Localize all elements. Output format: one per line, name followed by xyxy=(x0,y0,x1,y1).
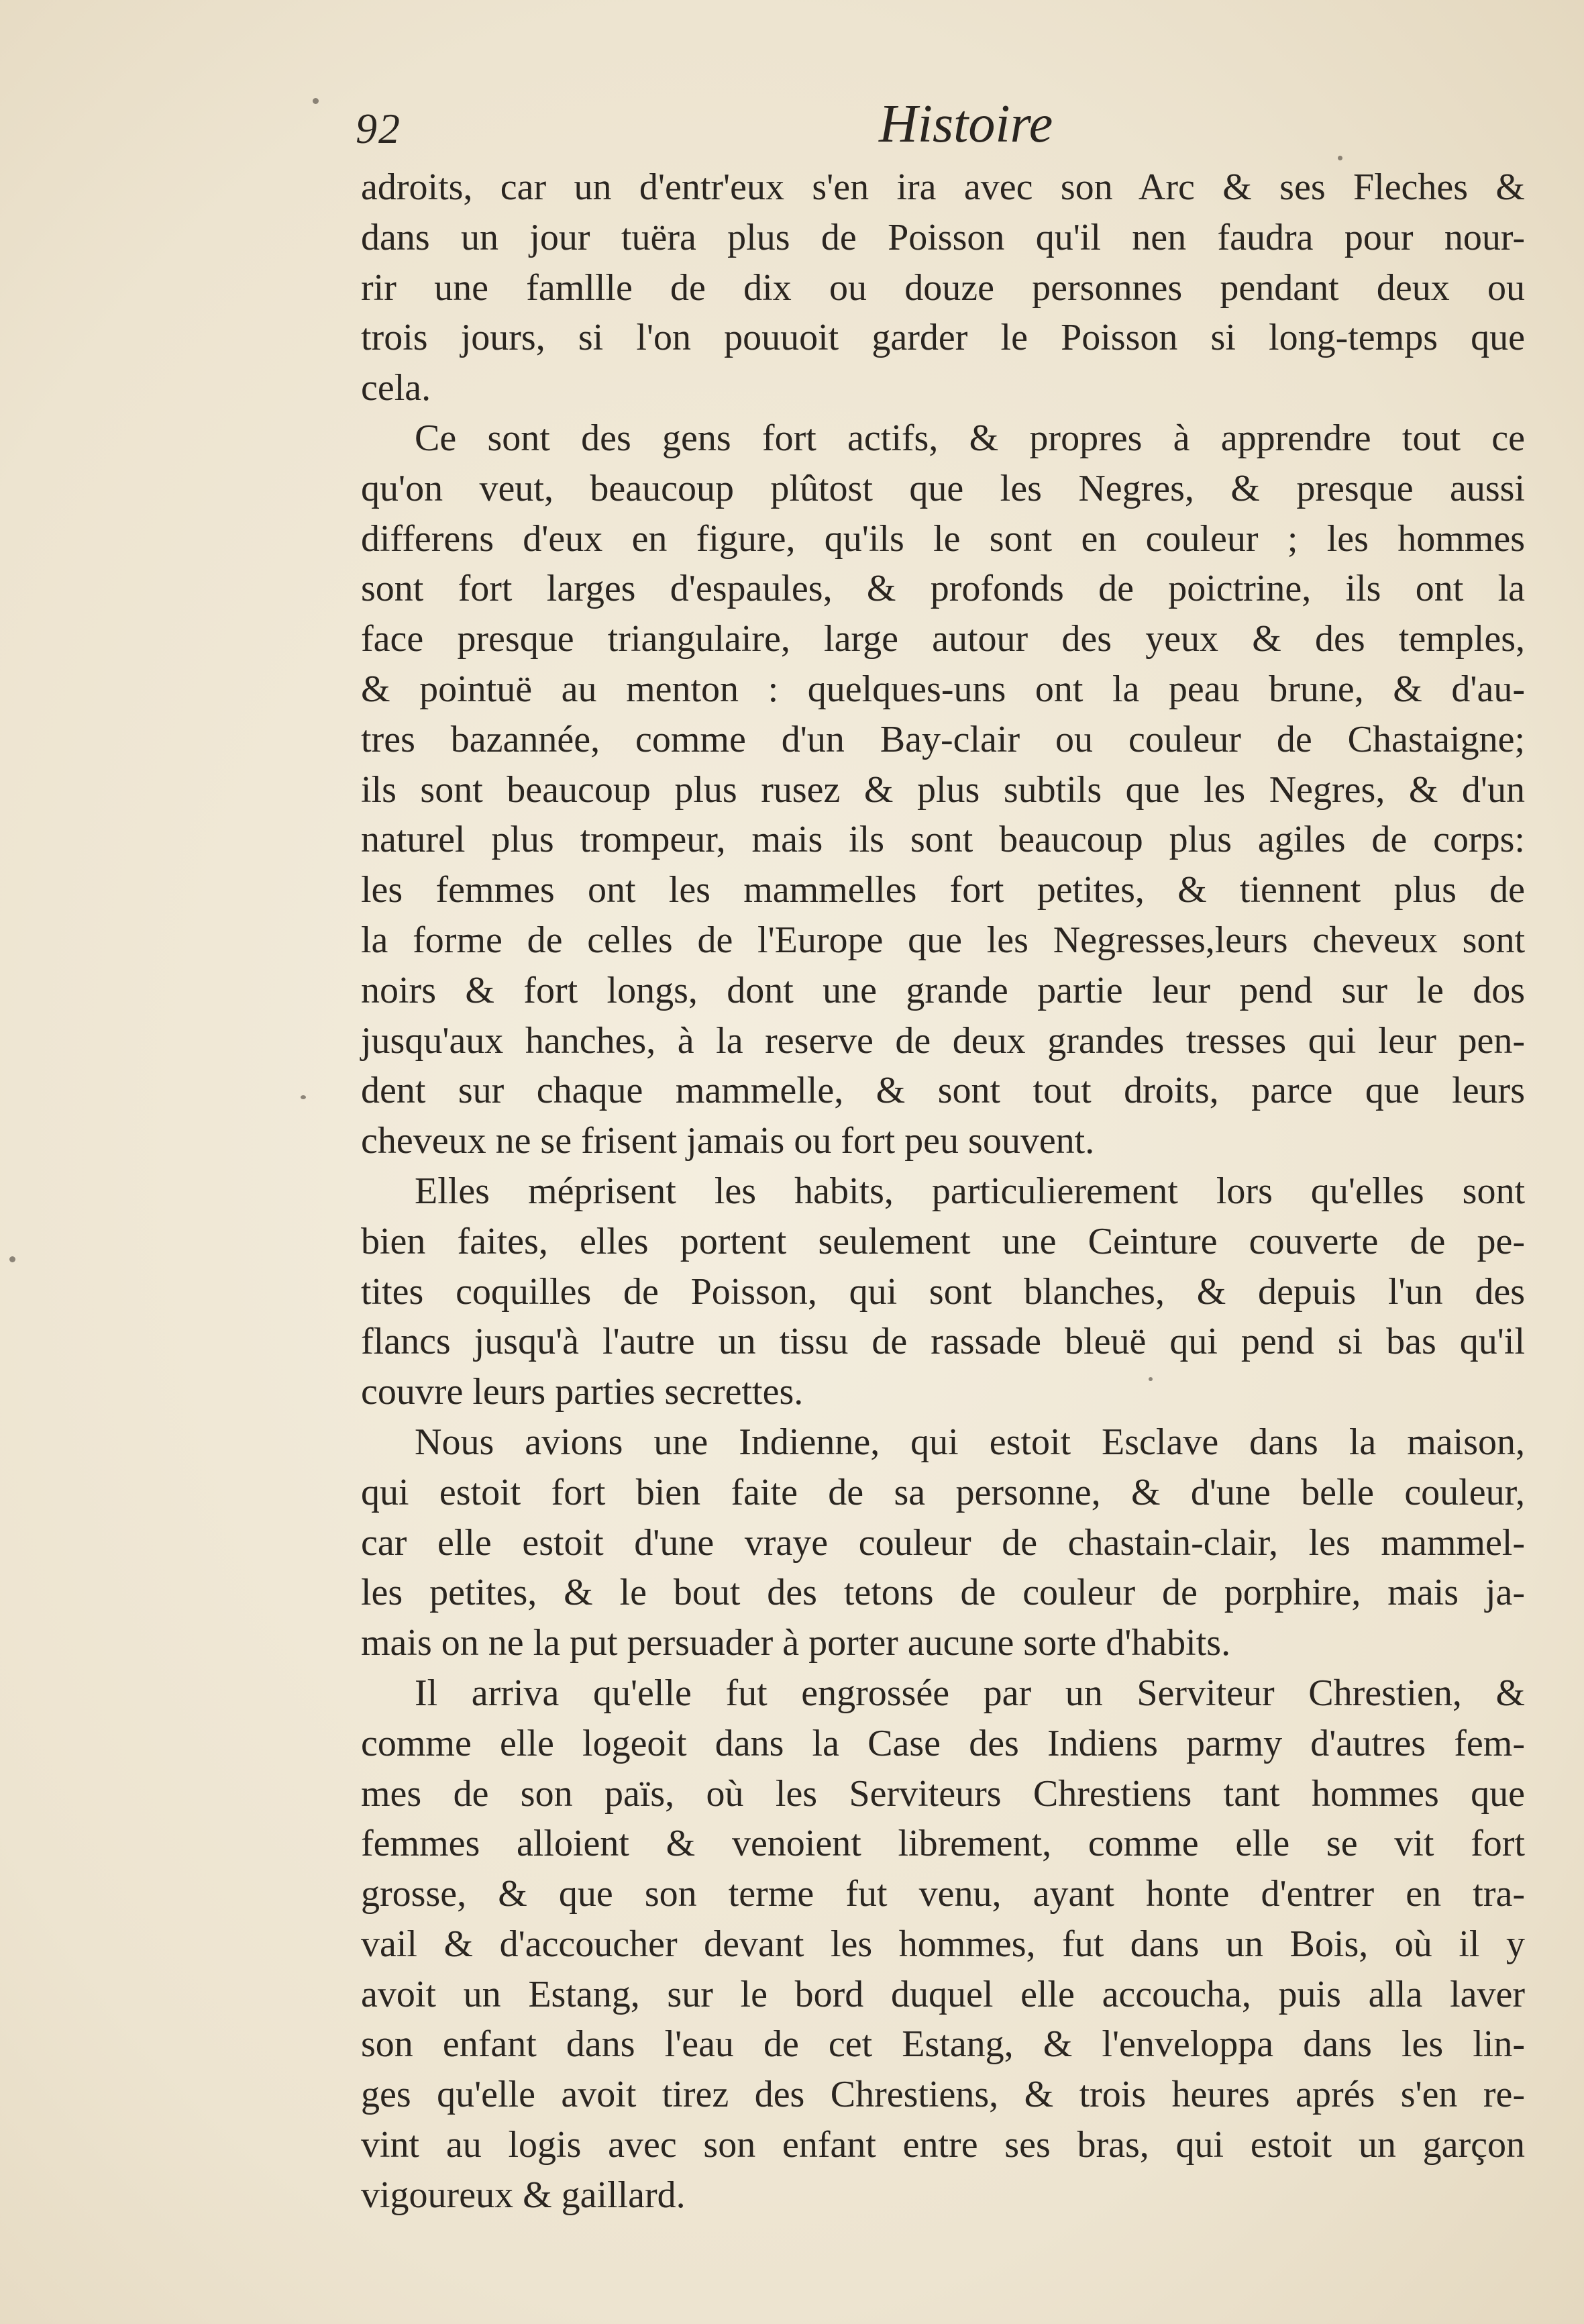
text-line: face presque triangulaire, large autour des yeux & des temples, xyxy=(361,618,1525,660)
text-line: comme elle logeoit dans la Case des Indiens parmy d'autres fem- xyxy=(361,1722,1525,1764)
text-line: cheveux ne se frisent jamais ou fort peu souvent. xyxy=(361,1120,1095,1162)
text-line: adroits, car un d'entr'eux s'en ira avec son Arc & ses Fleches & xyxy=(361,166,1525,208)
text-line: sont fort larges d'espaules, & profonds de poictrine, ils ont la xyxy=(361,568,1525,610)
text-line: mes de son païs, où les Serviteurs Chrestiens tant hommes que xyxy=(361,1772,1525,1815)
ink-spot xyxy=(313,98,319,104)
text-line: trois jours, si l'on pouuoit garder le Poisson si long-temps que xyxy=(361,317,1525,359)
text-line: Ce sont des gens fort actifs, & propres à apprendre tout ce xyxy=(415,417,1525,459)
ink-spot xyxy=(9,1256,15,1262)
text-line: dent sur chaque mammelle, & sont tout droits, parce que leurs xyxy=(361,1070,1525,1112)
text-line: tites coquilles de Poisson, qui sont blanches, & depuis l'un des xyxy=(361,1270,1525,1313)
text-line: la forme de celles de l'Europe que les Negresses,leurs cheveux sont xyxy=(361,919,1525,961)
text-line: vail & d'accoucher devant les hommes, fut dans un Bois, où il y xyxy=(361,1923,1525,1965)
text-line: flancs jusqu'à l'autre un tissu de rassade bleuë qui pend si bas qu'il xyxy=(361,1321,1525,1363)
text-line: rir une famllle de dix ou douze personnes pendant deux ou xyxy=(361,266,1525,309)
text-line: ils sont beaucoup plus rusez & plus subtils que les Negres, & d'un xyxy=(361,768,1525,811)
text-line: les femmes ont les mammelles fort petites, & tiennent plus de xyxy=(361,869,1525,911)
text-line: Il arriva qu'elle fut engrossée par un Serviteur Chrestien, & xyxy=(415,1672,1525,1714)
text-line: dans un jour tuëra plus de Poisson qu'il nen faudra pour nour- xyxy=(361,216,1525,258)
text-line: son enfant dans l'eau de cet Estang, & l'enveloppa dans les lin- xyxy=(361,2023,1525,2066)
text-line: avoit un Estang, sur le bord duquel elle accoucha, puis alla laver xyxy=(361,1973,1525,2015)
text-line: differens d'eux en figure, qu'ils le sont en couleur ; les hommes xyxy=(361,517,1525,560)
text-line: jusqu'aux hanches, à la reserve de deux grandes tresses qui leur pen- xyxy=(361,1019,1525,1062)
page-number: 92 xyxy=(356,105,401,152)
text-line: Elles méprisent les habits, particulierement lors qu'elles sont xyxy=(415,1170,1525,1212)
body-text xyxy=(361,162,1525,2221)
text-line: naturel plus trompeur, mais ils sont beaucoup plus agiles de corps: xyxy=(361,819,1525,861)
text-line: bien faites, elles portent seulement une Ceinture couverte de pe- xyxy=(361,1220,1525,1262)
text-line: mais on ne la put persuader à porter aucune sorte d'habits. xyxy=(361,1622,1231,1664)
running-title: Histoire xyxy=(879,95,1053,154)
text-line: couvre leurs parties secrettes. xyxy=(361,1371,804,1413)
text-line: noirs & fort longs, dont une grande partie leur pend sur le dos xyxy=(361,969,1525,1011)
page-header xyxy=(356,94,1430,168)
text-line: qui estoit fort bien faite de sa personne, & d'une belle couleur, xyxy=(361,1471,1525,1513)
text-line: les petites, & le bout des tetons de couleur de porphire, mais ja- xyxy=(361,1572,1525,1614)
text-line: femmes alloient & venoient librement, comme elle se vit fort xyxy=(361,1823,1525,1865)
text-line: grosse, & que son terme fut venu, ayant honte d'entrer en tra- xyxy=(361,1873,1525,1915)
text-line: car elle estoit d'une vraye couleur de chastain-clair, les mammel- xyxy=(361,1521,1525,1564)
text-line: & pointuë au menton : quelques-uns ont la peau brune, & d'au- xyxy=(361,668,1525,710)
text-line: vint au logis avec son enfant entre ses bras, qui estoit un garçon xyxy=(361,2124,1525,2166)
text-line: Nous avions une Indienne, qui estoit Esclave dans la maison, xyxy=(415,1421,1525,1463)
text-line: qu'on veut, beaucoup plûtost que les Negres, & presque aussi xyxy=(361,467,1525,509)
text-line: cela. xyxy=(361,367,431,409)
text-line: tres bazannée, comme d'un Bay-clair ou couleur de Chastaigne; xyxy=(361,718,1525,760)
ink-spot xyxy=(301,1095,306,1099)
text-line: vigoureux & gaillard. xyxy=(361,2174,686,2216)
text-line: ges qu'elle avoit tirez des Chrestiens, & trois heures aprés s'en re- xyxy=(361,2074,1525,2116)
